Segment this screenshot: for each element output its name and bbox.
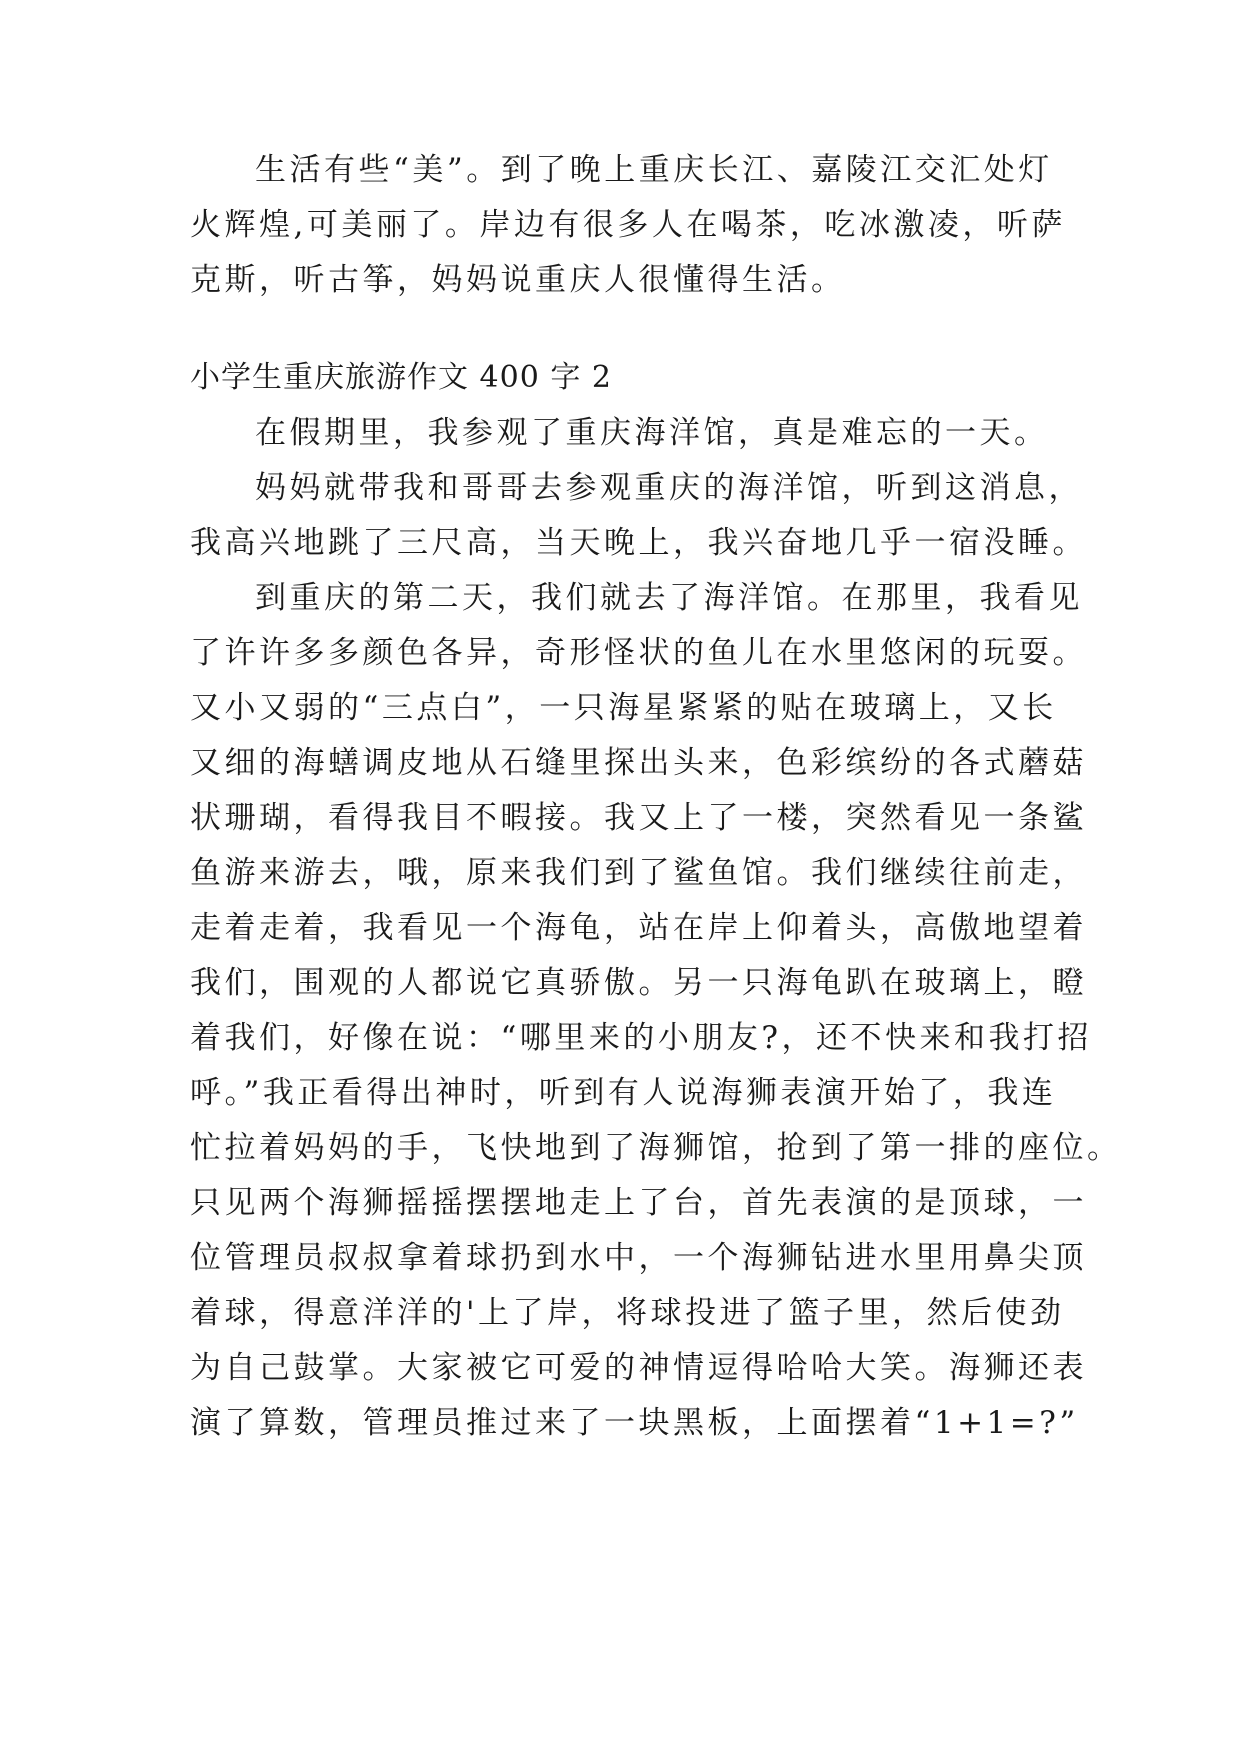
paragraph-line: 着球，得意洋洋的'上了岸，将球投进了篮子里，然后使劲 bbox=[190, 1295, 1065, 1331]
paragraph-line: 鱼游来游去，哦，原来我们到了鲨鱼馆。我们继续往前走， bbox=[190, 855, 1087, 891]
paragraph-line: 演了算数，管理员推过来了一块黑板，上面摆着“1+1=?” bbox=[190, 1405, 1079, 1441]
paragraph-line: 着我们，好像在说：“哪里来的小朋友?，还不快来和我打招 bbox=[190, 1020, 1092, 1056]
paragraph-line: 呼。”我正看得出神时，听到有人说海狮表演开始了，我连 bbox=[190, 1075, 1057, 1111]
paragraph-line: 我高兴地跳了三尺高，当天晚上，我兴奋地几乎一宿没睡。 bbox=[190, 525, 1087, 561]
paragraph-line: 忙拉着妈妈的手，飞快地到了海狮馆，抢到了第一排的座位。 bbox=[190, 1130, 1122, 1166]
paragraph-line: 只见两个海狮摇摇摆摆地走上了台，首先表演的是顶球，一 bbox=[190, 1185, 1087, 1221]
paragraph-line: 走着走着，我看见一个海龟，站在岸上仰着头，高傲地望着 bbox=[190, 910, 1087, 946]
paragraph-line: 我们，围观的人都说它真骄傲。另一只海龟趴在玻璃上，瞪 bbox=[190, 965, 1087, 1001]
paragraph-line: 克斯，听古筝，妈妈说重庆人很懂得生活。 bbox=[190, 262, 846, 298]
paragraph-line: 生活有些“美”。到了晚上重庆长江、嘉陵江交汇处灯 bbox=[255, 152, 1053, 188]
paragraph-line: 又细的海蟮调皮地从石缝里探出头来，色彩缤纷的各式蘑菇 bbox=[190, 745, 1087, 781]
paragraph-line: 到重庆的第二天，我们就去了海洋馆。在那里，我看见 bbox=[255, 580, 1083, 616]
paragraph-line: 为自己鼓掌。大家被它可爱的神情逗得哈哈大笑。海狮还表 bbox=[190, 1350, 1087, 1386]
paragraph-line: 又小又弱的“三点白”，一只海星紧紧的贴在玻璃上，又长 bbox=[190, 690, 1057, 726]
paragraph-line: 了许许多多颜色各异，奇形怪状的鱼儿在水里悠闲的玩耍。 bbox=[190, 635, 1087, 671]
section-heading: 小学生重庆旅游作文 400 字 2 bbox=[190, 360, 612, 395]
paragraph-line: 妈妈就带我和哥哥去参观重庆的海洋馆，听到这消息， bbox=[255, 470, 1083, 506]
paragraph-line: 状珊瑚，看得我目不暇接。我又上了一楼，突然看见一条鲨 bbox=[190, 800, 1087, 836]
paragraph-line: 火辉煌,可美丽了。岸边有很多人在喝茶，吃冰激凌，听萨 bbox=[190, 207, 1066, 243]
paragraph-line: 位管理员叔叔拿着球扔到水中，一个海狮钻进水里用鼻尖顶 bbox=[190, 1240, 1087, 1276]
paragraph-line: 在假期里，我参观了重庆海洋馆，真是难忘的一天。 bbox=[255, 415, 1049, 451]
